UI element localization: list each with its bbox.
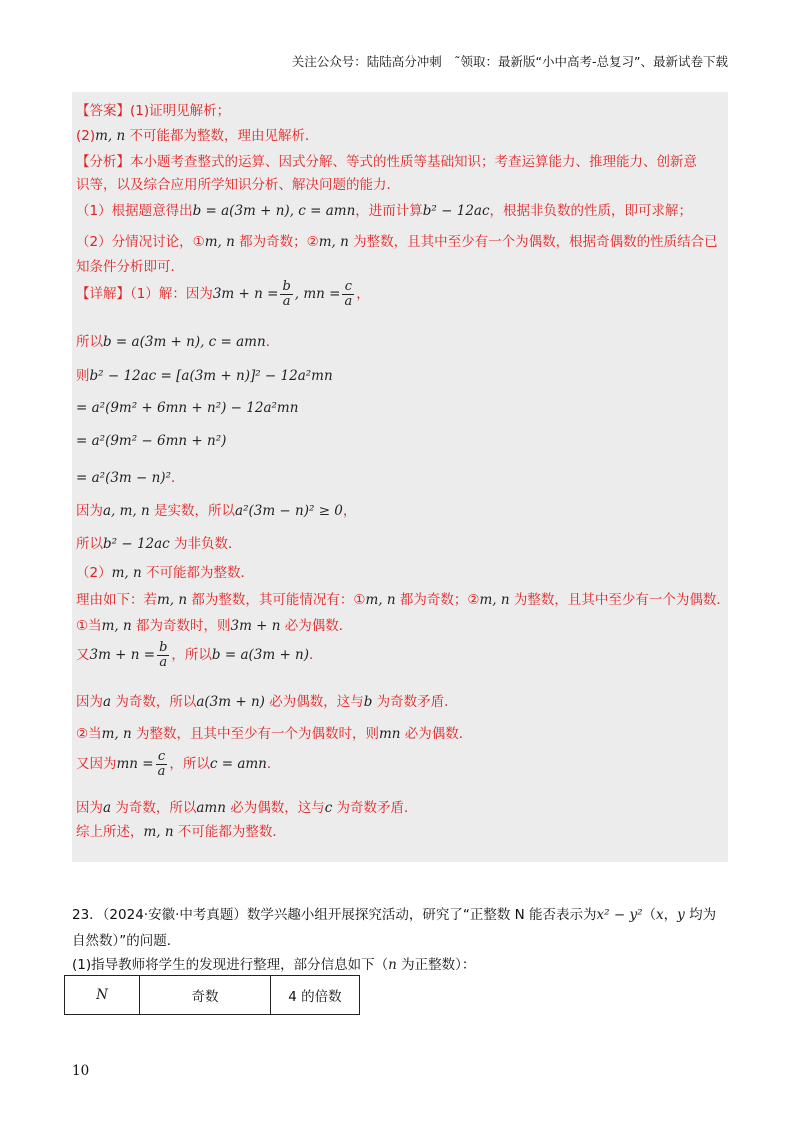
detail-line-5: = a²(9m² − 6mn + n²) [76, 433, 227, 449]
fraction-c-over-a: $\frac{c}{a}$ [344, 279, 353, 309]
detail-line-1: 【详解】（1）解：因为3m + n = $\frac{b}{a}$ , mn = $\frac{c}{a}$ ， [76, 279, 370, 309]
fraction-b-over-a: $\frac{b}{a}$ [282, 279, 291, 309]
detail-line-8: 所以b² − 12ac 为非负数． [76, 536, 242, 552]
table-cell-odd: 奇数 [140, 976, 271, 1015]
analysis-line-3: （1）根据题意得出b = a(3m + n), c = amn，进而计算b² − 12ac，根据非负数的性质，即可求解； [76, 203, 693, 219]
detail-line-4: = a²(9m² + 6mn + n²) − 12a²mn [76, 400, 299, 416]
question-line-3: (1)指导教师将学生的发现进行整理，部分信息如下（n 为正整数）： [72, 957, 476, 973]
fraction-b-over-a-2: $\frac{b}{a}$ [159, 640, 168, 670]
detail-line-3: 则b² − 12ac = [a(3m + n)]² − 12a²mn [76, 368, 333, 384]
table-cell-n: N [65, 976, 140, 1015]
analysis-line-1: 【分析】本小题考查整式的运算、因式分解、等式的性质等基础知识；考查运算能力、推理能力、创新意 [76, 154, 697, 170]
page-header: 关注公众号：陆陆高分冲刺 ˜领取：最新版“小中高考-总复习”、最新试卷下载 [291, 54, 728, 69]
info-table [64, 975, 360, 1015]
detail-line-12: 又3m + n = $\frac{b}{a}$ ，所以b = a(3m + n)． [76, 640, 323, 670]
detail-line-14: ②当m, n 为整数，且其中至少有一个为偶数时，则mn 必为偶数． [76, 726, 473, 742]
page-number: 10 [72, 1063, 90, 1079]
detail-line-13: 因为a 为奇数，所以a(3m + n) 必为偶数，这与b 为奇数矛盾． [76, 694, 458, 710]
detail-line-2: 所以b = a(3m + n), c = amn． [76, 334, 280, 350]
answer-line: 【答案】(1)证明见解析； [76, 103, 231, 119]
table-cell-multiple-of-4: 4 的倍数 [271, 976, 360, 1015]
detail-line-10: 理由如下：若m, n 都为整数，其可能情况有：①m, n 都为奇数；②m, n 为整数，且其中至少有一个为偶数． [76, 592, 730, 608]
detail-line-16: 因为a 为奇数，所以amn 必为偶数，这与c 为奇数矛盾． [76, 800, 418, 816]
analysis-line-4: （2）分情况讨论，①m, n 都为奇数；②m, n 为整数，且其中至少有一个为偶数，根据奇偶数的性质结合已 [76, 234, 718, 250]
analysis-line-2: 识等，以及综合应用所学知识分析、解决问题的能力． [76, 177, 400, 193]
detail-line-11: ①当m, n 都为奇数时，则3m + n 必为偶数． [76, 618, 353, 634]
question-line-1: 23．（2024·安徽·中考真题）数学兴趣小组开展探究活动，研究了“正整数 N 能否表示为x² − y²（x，y 均为 [72, 907, 717, 923]
answer-line-2: (2)m, n 不可能都为整数，理由见解析． [76, 128, 319, 144]
detail-line-17: 综上所述，m, n 不可能都为整数． [76, 824, 286, 840]
fraction-c-over-a-2: $\frac{c}{a}$ [157, 749, 166, 779]
detail-line-15: 又因为mn = $\frac{c}{a}$ ，所以c = amn． [76, 749, 281, 779]
question-line-2: 自然数）”的问题． [72, 933, 181, 949]
table-row [65, 976, 360, 1015]
detail-line-6: = a²(3m − n)²． [76, 470, 185, 486]
detail-line-7: 因为a, m, n 是实数，所以a²(3m − n)² ≥ 0， [76, 503, 357, 519]
detail-line-9: （2）m, n 不可能都为整数． [76, 565, 254, 581]
analysis-line-5: 知条件分析即可． [76, 259, 184, 275]
